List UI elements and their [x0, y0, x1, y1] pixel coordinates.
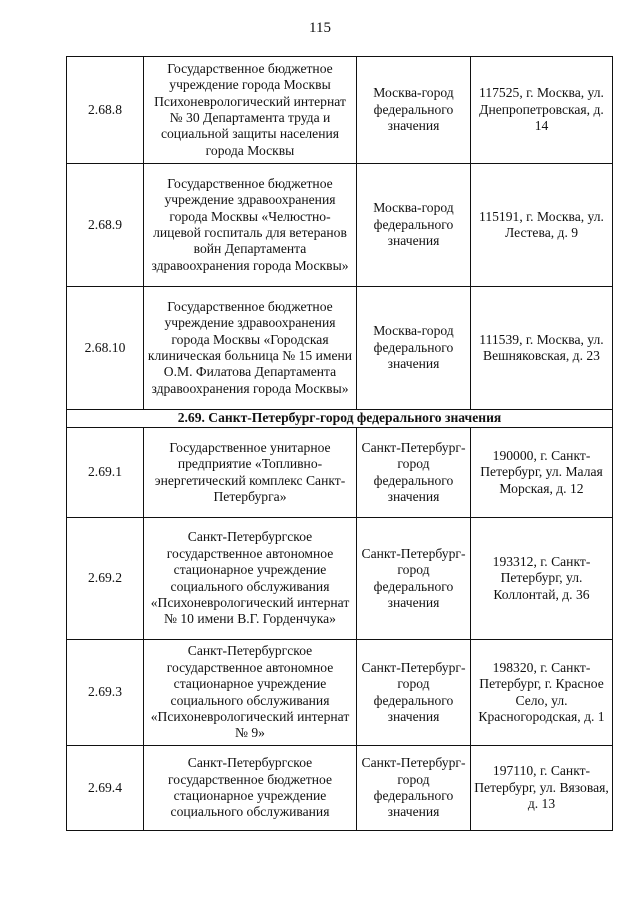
section-title: 2.69. Санкт-Петербург-город федерального значения — [67, 410, 613, 428]
institution-name: Государственное бюджетное учреждение здравоохранения города Москвы «Городская клиническая больница № 15 имени О.М. Филатова Департамента здравоохранения города Москвы» — [144, 287, 357, 410]
table-row — [67, 746, 613, 831]
address-cell: 193312, г. Санкт-Петербург, ул. Коллонтай, д. 36 — [471, 518, 613, 640]
region-cell: Москва-город федерального значения — [357, 287, 471, 410]
row-number: 2.69.2 — [67, 518, 144, 640]
institutions-table — [66, 56, 613, 831]
region-cell: Санкт-Петербург-город федерального значения — [357, 746, 471, 831]
row-number: 2.68.9 — [67, 164, 144, 287]
region-cell: Санкт-Петербург-город федерального значения — [357, 640, 471, 746]
institution-name: Санкт-Петербургское государственное автономное стационарное учреждение социального обслуживания «Психоневрологический интернат № 10 имени В.Г. Горденчука» — [144, 518, 357, 640]
row-number: 2.68.10 — [67, 287, 144, 410]
region-cell: Санкт-Петербург-город федерального значения — [357, 518, 471, 640]
address-cell: 190000, г. Санкт-Петербург, ул. Малая Морская, д. 12 — [471, 428, 613, 518]
table-row — [67, 640, 613, 746]
row-number: 2.69.1 — [67, 428, 144, 518]
address-cell: 111539, г. Москва, ул. Вешняковская, д. 23 — [471, 287, 613, 410]
region-cell: Москва-город федерального значения — [357, 57, 471, 164]
institution-name: Государственное унитарное предприятие «Топливно-энергетический комплекс Санкт-Петербурга» — [144, 428, 357, 518]
row-number: 2.69.3 — [67, 640, 144, 746]
institution-name: Государственное бюджетное учреждение города Москвы Психоневрологический интернат № 30 Департамента труда и социальной защиты населения города Москвы — [144, 57, 357, 164]
table-row — [67, 287, 613, 410]
address-cell: 197110, г. Санкт-Петербург, ул. Вязовая, д. 13 — [471, 746, 613, 831]
region-cell: Москва-город федерального значения — [357, 164, 471, 287]
address-cell: 117525, г. Москва, ул. Днепропетровская, д. 14 — [471, 57, 613, 164]
table-row — [67, 428, 613, 518]
institution-name: Санкт-Петербургское государственное бюджетное стационарное учреждение социального обслуживания — [144, 746, 357, 831]
table-row — [67, 164, 613, 287]
section-header-row — [67, 410, 613, 428]
institution-name: Санкт-Петербургское государственное автономное стационарное учреждение социального обслуживания «Психоневрологический интернат № 9» — [144, 640, 357, 746]
row-number: 2.68.8 — [67, 57, 144, 164]
row-number: 2.69.4 — [67, 746, 144, 831]
page-number: 115 — [309, 20, 331, 36]
institution-name: Государственное бюджетное учреждение здравоохранения города Москвы «Челюстно-лицевой госпиталь для ветеранов войн Департамента здравоохранения города Москвы» — [144, 164, 357, 287]
address-cell: 198320, г. Санкт-Петербург, г. Красное Село, ул. Красногородская, д. 1 — [471, 640, 613, 746]
address-cell: 115191, г. Москва, ул. Лестева, д. 9 — [471, 164, 613, 287]
table-row — [67, 57, 613, 164]
region-cell: Санкт-Петербург-город федерального значения — [357, 428, 471, 518]
table-row — [67, 518, 613, 640]
